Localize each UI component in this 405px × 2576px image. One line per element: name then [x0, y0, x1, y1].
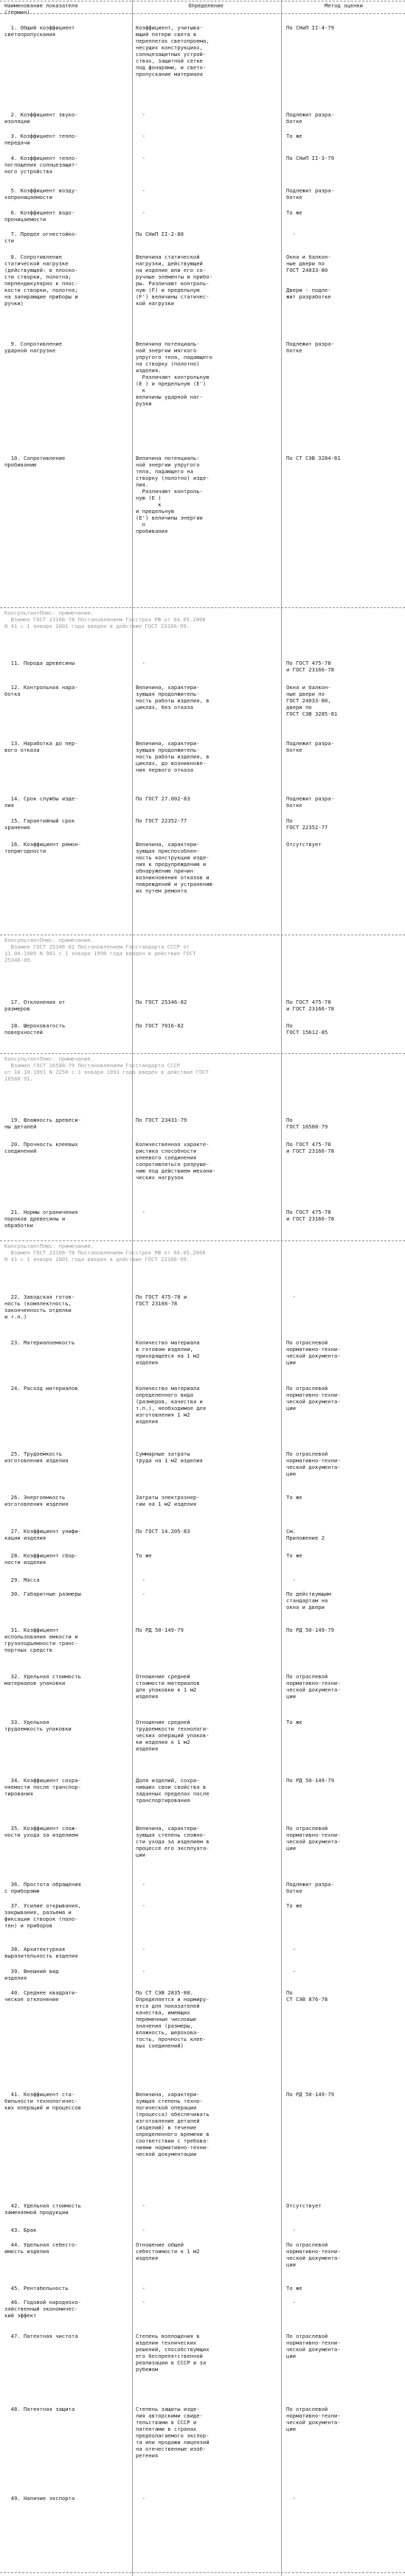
method-cell: По отраслевой нормативно-техни- ческой документа- ции: [286, 1385, 341, 1411]
term-cell: 6. Коэффициент водо- проницаемости: [4, 209, 75, 223]
method-cell: Подлежит разра- ботке: [286, 111, 334, 125]
term-cell: 39. Внешний вид изделия: [4, 1968, 59, 1981]
definition-cell: Величина, характери- зующая продолжитель- ность работы изделия, в циклах, до возникнове- ния первого отказа: [136, 740, 210, 773]
note-separator: [0, 607, 405, 608]
term-cell: 8. Сопротивление статической нагрузке (действующей: в плоско- сти створки, полотна; перпендикулярно к плос- кости створки, полотна; на запирающие приборы и ручки): [4, 254, 78, 307]
term-cell: 30. Габаритные размеры: [4, 1591, 81, 1597]
method-cell: -: [286, 2495, 296, 2502]
method-cell: Отсутствует: [286, 841, 322, 848]
method-cell: То же: [286, 133, 302, 139]
method-cell: По отраслевой нормативно-техни- ческой документа- ции: [286, 1339, 341, 1366]
method-cell: Подлежит разра- ботке: [286, 740, 334, 753]
term-cell: 24. Расход материалов: [4, 1385, 78, 1392]
term-cell: 5. Коэффициент возду- хопроницаемости: [4, 187, 78, 200]
definition-cell: -: [136, 2227, 145, 2233]
term-cell: 9. Сопротивление ударной нагрузке: [4, 341, 62, 354]
consultant-note: КонсультантПлюс: примечание. Взамен ГОСТ 16588-79 Постановлением Госстандарта СССР от 10.10.1991 N 2250 с 1 января 1993 года введен в действие ГОСТ 16588-91.: [4, 1055, 209, 1082]
definition-cell: -: [136, 111, 145, 118]
definition-cell: -: [136, 1902, 145, 1909]
term-cell: 22. Заводская готов- ность (комплектность, законченность отделки и т.п.): [4, 1294, 75, 1320]
term-cell: 16. Коэффициент ремон- топригодности: [4, 841, 81, 854]
definition-cell: Отношение средней стоимости материалов для упаковки к 1 м2 изделия: [136, 1673, 200, 1700]
method-cell: То же: [286, 209, 302, 216]
definition-cell: По ГОСТ 14.205-83: [136, 1528, 190, 1535]
definition-cell: -: [136, 1577, 145, 1583]
term-cell: 28. Коэффициент сбор- ности изделия: [4, 1552, 78, 1566]
term-cell: 2. Коэффициент звуко- изоляции: [4, 111, 78, 125]
term-cell: 12. Контрольная нара- ботка: [4, 684, 78, 697]
table-border: [0, 13, 405, 14]
term-cell: 10. Сопротивление пробиванию: [4, 455, 66, 468]
definition-cell: -: [136, 133, 145, 139]
column-divider: [281, 0, 282, 2576]
term-cell: 18. Шероховатость поверхностей: [4, 1022, 66, 1036]
definition-cell: Коэффициент, учитыва- ющий потери света в переплетах светопроема, несущих конструкциях, солнцезащитных устрой- ствах, защитной сетке под фонарями, и свето- пропускание материала: [136, 24, 210, 77]
definition-cell: Величина, характери- зующая приспособлен- ность конструкции изде- лия к предупреждению и обнаружению причин возникновения отказов и повреждений и устранению их путем ремонта: [136, 841, 212, 894]
definition-cell: Количественная характе- ристика способности клеевого соединения сопротивляться разруше- нию под действием механи- ческих нагрузок: [136, 1141, 216, 1181]
method-cell: По ГОСТ 475-78 и ГОСТ 23166-78: [286, 1141, 334, 1154]
definition-cell: По ГОСТ 25346-82: [136, 999, 187, 1005]
definition-cell: Затраты электроэнер- гии на 1 м2 изделия: [136, 1494, 200, 1507]
definition-cell: Количество материала в готовом изделии, приходящееся на 1 м2 изделия: [136, 1339, 200, 1366]
method-cell: По ГОСТ 22352-77: [286, 817, 328, 831]
definition-cell: -: [136, 1209, 145, 1215]
definition-cell: Степень защиты изде- лия авторскими свиде- тельствами в СССР и патентами в странах предполагаемого экспор- та или продажи лицензий на отечественные изоб- ретения: [136, 2406, 210, 2459]
method-cell: По ГОСТ 16588-79: [286, 1117, 328, 1130]
method-cell: -: [286, 1294, 296, 1300]
method-cell: По отраслевой нормативно-техни- ческой документа- ции: [286, 1451, 341, 1477]
table-border: [0, 2572, 405, 2573]
method-cell: По отраслевой нормативно-техни- ческой документа- ции: [286, 2406, 341, 2432]
method-cell: См. Приложение 2: [286, 1528, 325, 1541]
consultant-note: КонсультантПлюс: примечание. Взамен ГОСТ 23166-78 Постановлением Госстроя РФ от 04.05.2000 N 41 с 1 января 2001 года введен в действие ГОСТ 23166-99.: [4, 1243, 206, 1263]
term-cell: 38. Архитектурная выразительность изделия: [4, 1946, 78, 1959]
definition-cell: По РД 50-149-79: [136, 1627, 184, 1633]
definition-cell: То же: [136, 1552, 152, 1559]
definition-cell: По ГОСТ 23431-79: [136, 1117, 187, 1123]
column-divider: [132, 0, 133, 2576]
term-cell: 31. Коэффициент использования емкости и грузоподъемности транс- портных средств: [4, 1627, 78, 1653]
definition-cell: Степень воплощения в изделии технических решений, способствующих его беспрепятственной реализации в СССР и за рубежом: [136, 2333, 210, 2373]
term-cell: 40. Среднее квадрати- ческое отклонение: [4, 1989, 78, 2003]
method-cell: По РД 50-149-79: [286, 2091, 334, 2098]
term-cell: 19. Влажность древеси- ны деталей: [4, 1117, 81, 1130]
column-header-definition: Определение: [188, 2, 224, 9]
definition-cell: -: [136, 1946, 145, 1952]
definition-cell: -: [136, 1881, 145, 1888]
term-cell: 23. Материалоемкость: [4, 1339, 75, 1346]
term-cell: 33. Удельная трудоемкость упаковки: [4, 1719, 72, 1732]
method-cell: По ГОСТ 475-78 и ГОСТ 23166-78: [286, 1209, 334, 1222]
definition-cell: Доля изделий, сохра- нивших свои свойства в заданных пределах после транспортирования: [136, 1777, 210, 1804]
term-cell: 45. Рентабельность: [4, 2285, 69, 2291]
term-cell: 20. Прочность клеевых соединений: [4, 1141, 78, 1154]
term-cell: 1. Общий коэффициент светопропускания: [4, 24, 75, 38]
method-cell: То же: [286, 1719, 302, 1725]
definition-cell: -: [136, 2299, 145, 2306]
definition-cell: Величина статической нагрузки, действующей на изделие или его со- ручные элементы и прибо- ры. Различают контроль- ную (F) и предельную (F') величины статичес- кой нагрузки: [136, 254, 212, 307]
term-cell: 26. Энергоемкость изготовления изделия: [4, 1494, 69, 1507]
definition-cell: По ГОСТ 22352-77: [136, 817, 187, 824]
term-cell: 49. Наличие экспорта: [4, 2495, 75, 2502]
term-cell: 14. Срок службы изде- лия: [4, 795, 78, 809]
method-cell: По отраслевой нормативно-техни- ческой документа- ции: [286, 2241, 341, 2268]
definition-cell: -: [136, 155, 145, 161]
method-cell: Окна и балкон- ные двери по ГОСТ 24033-80, двери по ГОСТ СЭВ 3285-81: [286, 684, 338, 717]
term-cell: 29. Масса: [4, 1577, 40, 1583]
definition-cell: -: [136, 2285, 145, 2291]
term-cell: 13. Наработка до пер- вого отказа: [4, 740, 78, 753]
definition-cell: -: [136, 1591, 145, 1597]
term-cell: 11. Порода древесины: [4, 660, 75, 666]
method-cell: -: [286, 1577, 296, 1583]
definition-cell: По СНиП II-2-80: [136, 231, 184, 237]
term-cell: 32. Удельная стоимость материалов упаковки: [4, 1673, 81, 1686]
method-cell: По ГОСТ 475-78 и ГОСТ 23166-78: [286, 660, 334, 673]
definition-cell: По ГОСТ 475-78 и ГОСТ 23166-78: [136, 1294, 187, 1307]
method-cell: По ГОСТ 475-78 и ГОСТ 23166-78: [286, 999, 334, 1012]
term-cell: 47. Патентная чистота: [4, 2333, 78, 2339]
term-cell: 21. Нормы ограничения пороков древесины и обработки: [4, 1209, 78, 1229]
term-cell: 35. Коэффициент слож- ности ухода за изделием: [4, 1825, 78, 1838]
consultant-note: КонсультантПлюс: примечание. Взамен ГОСТ 23166-78 Постановлением Госстроя РФ от 04.05.2000 N 41 с 1 января 2001 года введен в действие ГОСТ 23166-99.: [4, 610, 206, 629]
definition-cell: Отношение общей себестоимости к 1 м2 изделия: [136, 2241, 200, 2261]
term-cell: 34. Коэффициент сохра- няемости после транспор- тирования: [4, 1777, 81, 1797]
definition-cell: -: [136, 2202, 145, 2209]
definition-cell: -: [136, 209, 145, 216]
definition-cell: -: [136, 187, 145, 194]
method-cell: По СНиП II-3-79: [286, 155, 334, 161]
definition-cell: По ГОСТ 27.002-83: [136, 795, 190, 802]
method-cell: По отраслевой нормативно-техни- ческой документа- ции: [286, 2333, 341, 2359]
note-separator: [0, 1240, 405, 1241]
definition-cell: Количество материала определенного вида (размеров, качества и т.п.), необходимое для изготовления 1 м2 изделия: [136, 1385, 207, 1425]
method-cell: То же: [286, 1552, 302, 1559]
term-cell: 27. Коэффициент унифи- кации изделия: [4, 1528, 81, 1541]
term-cell: 37. Усилие открывания, закрывания, разъема и фиксации створок (поло- тен) и приборов: [4, 1902, 81, 1929]
method-cell: Подлежит разра- ботке: [286, 1881, 334, 1894]
term-cell: 46. Годовой народнохо- зяйственный экономичес- кий эффект: [4, 2299, 81, 2319]
method-cell: То же: [286, 2285, 302, 2291]
term-cell: 4. Коэффициент тепло- поглощения солнцезащит- ного устройства: [4, 155, 78, 175]
definition-cell: -: [136, 2495, 145, 2502]
term-cell: 42. Удельная стоимость заменяемой продукции: [4, 2202, 81, 2216]
method-cell: По отраслевой нормативно-техни- ческой документа- ции: [286, 1673, 341, 1700]
term-cell: 17. Отклонения от размеров: [4, 999, 66, 1012]
method-cell: По СТ СЭВ 876-78: [286, 1989, 328, 2003]
definition-cell: Суммарные затраты труда на 1 м2 изделия: [136, 1451, 203, 1464]
method-cell: Подлежит разра- ботке: [286, 795, 334, 809]
method-cell: По СНиП II-4-79: [286, 24, 334, 31]
term-cell: 15. Гарантийный срок хранения: [4, 817, 75, 831]
method-cell: -: [286, 2299, 296, 2306]
column-header-method: Метод оценки: [325, 2, 363, 9]
method-cell: По действующим стандартам на окна и двери: [286, 1591, 331, 1610]
method-cell: -: [286, 231, 296, 237]
definition-cell: Величина потенциаль- ной энергии упругого тела, падающего на створку (полотно) изде- лия. Различают контроль- ную (E ) к и предельную (E') величины энергии п пробивания: [136, 455, 210, 534]
definition-cell: Отношение средней трудоемкости технологи- ческих операций упаков- ки изделия к 1 м2 изделия: [136, 1719, 210, 1752]
term-cell: 3. Коэффициент тепло- передачи: [4, 133, 78, 146]
method-cell: По СТ СЭВ 3284-81: [286, 455, 341, 461]
method-cell: -: [286, 1946, 296, 1952]
term-cell: 7. Предел огнестойко- сти: [4, 231, 78, 244]
note-separator: [0, 1053, 405, 1054]
method-cell: По ГОСТ 15612-85: [286, 1022, 328, 1036]
term-cell: 41. Коэффициент ста- бильности технологичес- ких операций и процессов: [4, 2091, 81, 2111]
definition-cell: Величина потенциаль- ной энергии мягкого упругого тела, падающего на створку (полотно) изделия. Различают контрольную (E ) и предельную (E') к величины ударной наг- рузки: [136, 341, 212, 407]
method-cell: Окна и балкон- ные двери по ГОСТ 24033-80 Двери - подле- жит разработке: [286, 254, 331, 300]
method-cell: То же: [286, 1494, 302, 1501]
definition-cell: -: [136, 1968, 145, 1975]
method-cell: Отсутствует: [286, 2202, 322, 2209]
term-cell: 36. Простота обращения с приборами: [4, 1881, 81, 1894]
definition-cell: -: [136, 660, 145, 666]
term-cell: 44. Удельная себесто- имость изделия: [4, 2241, 78, 2255]
method-cell: -: [286, 1968, 296, 1975]
term-cell: 48. Патентная защита: [4, 2406, 75, 2412]
definition-cell: По СТ СЭВ 2835-80. Определяется и нормиру- ется для показателей качества, имеющих переменные числовые значения (размеры, влажность, шерохова- тость, прочность клее- вых соединений): [136, 1989, 210, 2049]
definition-cell: По ГОСТ 7016-82: [136, 1022, 184, 1029]
term-cell: 43. Брак: [4, 2227, 37, 2233]
column-header-term: Наименование показателя (термин): [4, 2, 78, 15]
definition-cell: Величина, характери- зующая степень сложно- сти ухода за изделием в процессе его эксплуата- ции: [136, 1825, 210, 1858]
method-cell: Подлежит разра- ботке: [286, 341, 334, 354]
method-cell: По РД 50-149-79: [286, 1627, 334, 1633]
consultant-note: КонсультантПлюс: примечание. Взамен ГОСТ 25346-82 Постановлением Госстандарта СССР от 11.04.1989 N 981 с 1 января 1990 года введен в действие ГОСТ 25346-89.: [4, 937, 196, 963]
method-cell: Подлежит разра- ботке: [286, 187, 334, 200]
method-cell: По отраслевой нормативно-техни- ческой документа- ции: [286, 1825, 341, 1851]
method-cell: -: [286, 2227, 296, 2233]
method-cell: То же: [286, 1902, 302, 1909]
definition-cell: Величина, характери- зующая продолжитель- ность работы изделия, в циклах, без отказа: [136, 684, 210, 711]
term-cell: 25. Трудоемкость изготовления изделия: [4, 1451, 69, 1464]
method-cell: По РД 50-149-79: [286, 1777, 334, 1784]
definition-cell: Величина, характери- зующая степень техно- логической операции (процесса) обеспечивать изготовление деталей (изделий) в течение определенного времени в соответствии с требова- ниями нормативно-техни- ческой документации: [136, 2091, 210, 2157]
